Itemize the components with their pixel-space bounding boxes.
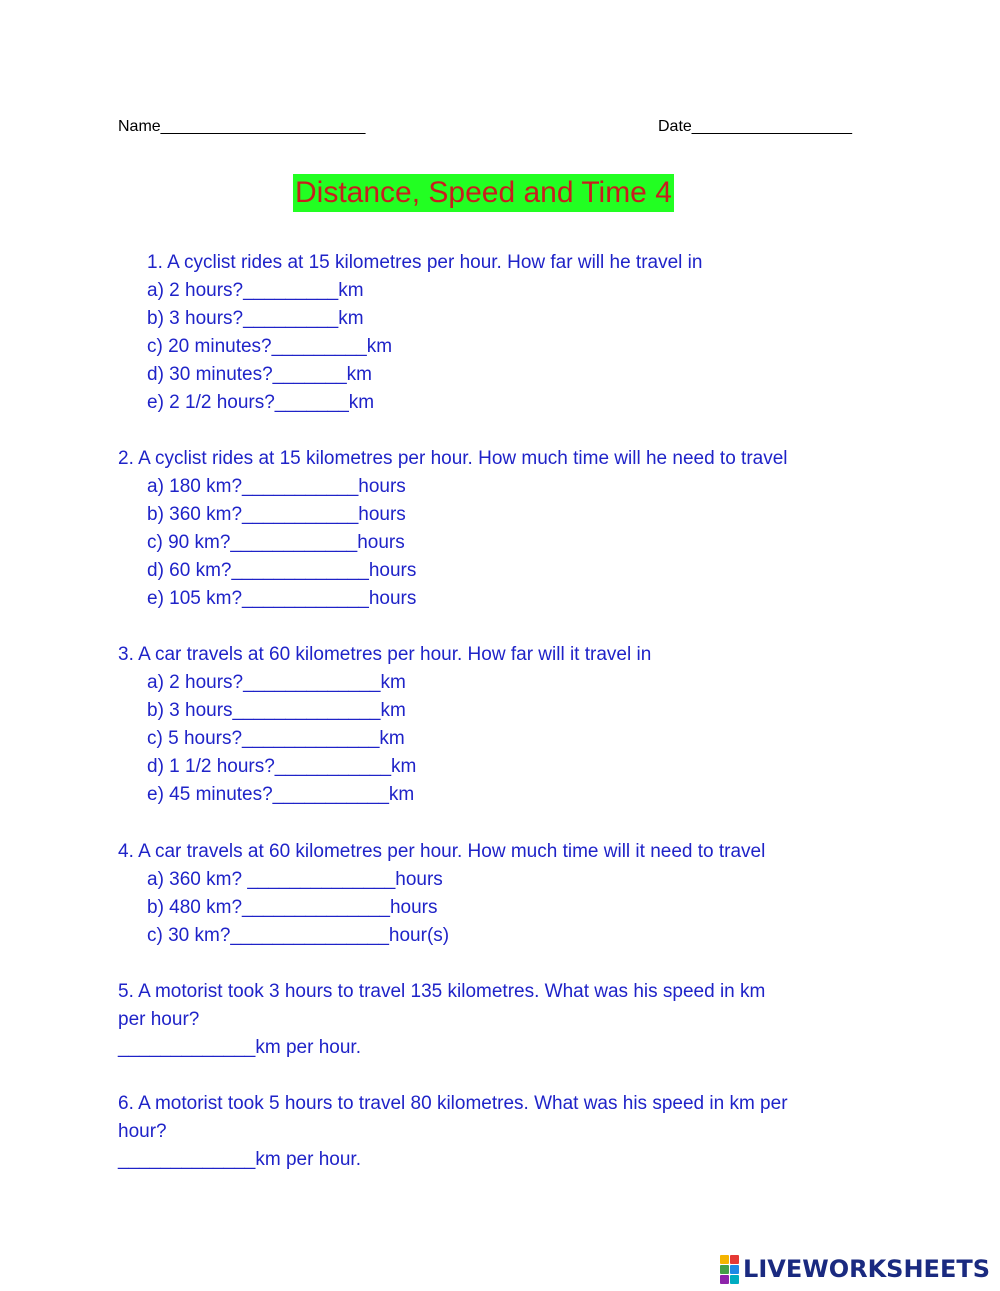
liveworksheets-logo — [720, 1254, 990, 1284]
question-1b[interactable]: b) 3 hours?_________km — [147, 308, 364, 329]
logo-text: LIVEWORKSHEETS — [743, 1255, 990, 1283]
question-6-answer[interactable]: _____________km per hour. — [118, 1149, 361, 1170]
question-2e[interactable]: e) 105 km?____________hours — [147, 588, 417, 609]
question-4-stem: 4. A car travels at 60 kilometres per hour. How much time will it need to travel — [118, 841, 766, 862]
question-3d[interactable]: d) 1 1/2 hours?___________km — [147, 756, 417, 777]
question-2d[interactable]: d) 60 km?_____________hours — [147, 560, 417, 581]
question-1e[interactable]: e) 2 1/2 hours?_______km — [147, 392, 375, 413]
name-field[interactable]: Name_______________________ — [118, 118, 366, 135]
question-2a[interactable]: a) 180 km?___________hours — [147, 476, 406, 497]
question-2c[interactable]: c) 90 km?____________hours — [147, 532, 405, 553]
question-3a[interactable]: a) 2 hours?_____________km — [147, 672, 406, 693]
question-6-stem-line-2: hour? — [118, 1121, 167, 1142]
date-field[interactable]: Date__________________ — [658, 118, 852, 135]
question-4a[interactable]: a) 360 km? ______________hours — [147, 869, 443, 890]
question-2b[interactable]: b) 360 km?___________hours — [147, 504, 406, 525]
question-3-stem: 3. A car travels at 60 kilometres per hour. How far will it travel in — [118, 644, 652, 665]
question-1-stem: 1. A cyclist rides at 15 kilometres per hour. How far will he travel in — [147, 252, 703, 273]
question-3e[interactable]: e) 45 minutes?___________km — [147, 784, 415, 805]
question-5-stem-line-1: 5. A motorist took 3 hours to travel 135 kilometres. What was his speed in km — [118, 981, 766, 1002]
logo-blocks-icon — [720, 1255, 739, 1284]
question-1a[interactable]: a) 2 hours?_________km — [147, 280, 364, 301]
question-1c[interactable]: c) 20 minutes?_________km — [147, 336, 393, 357]
question-3c[interactable]: c) 5 hours?_____________km — [147, 728, 405, 749]
question-5-answer[interactable]: _____________km per hour. — [118, 1037, 361, 1058]
question-4b[interactable]: b) 480 km?______________hours — [147, 897, 438, 918]
worksheet-title: Distance, Speed and Time 4 — [293, 174, 674, 212]
question-5-stem-line-2: per hour? — [118, 1009, 200, 1030]
question-3b[interactable]: b) 3 hours______________km — [147, 700, 406, 721]
question-4c[interactable]: c) 30 km?_______________hour(s) — [147, 925, 450, 946]
question-2-stem: 2. A cyclist rides at 15 kilometres per hour. How much time will he need to travel — [118, 448, 788, 469]
question-1d[interactable]: d) 30 minutes?_______km — [147, 364, 372, 385]
question-6-stem-line-1: 6. A motorist took 5 hours to travel 80 kilometres. What was his speed in km per — [118, 1093, 788, 1114]
